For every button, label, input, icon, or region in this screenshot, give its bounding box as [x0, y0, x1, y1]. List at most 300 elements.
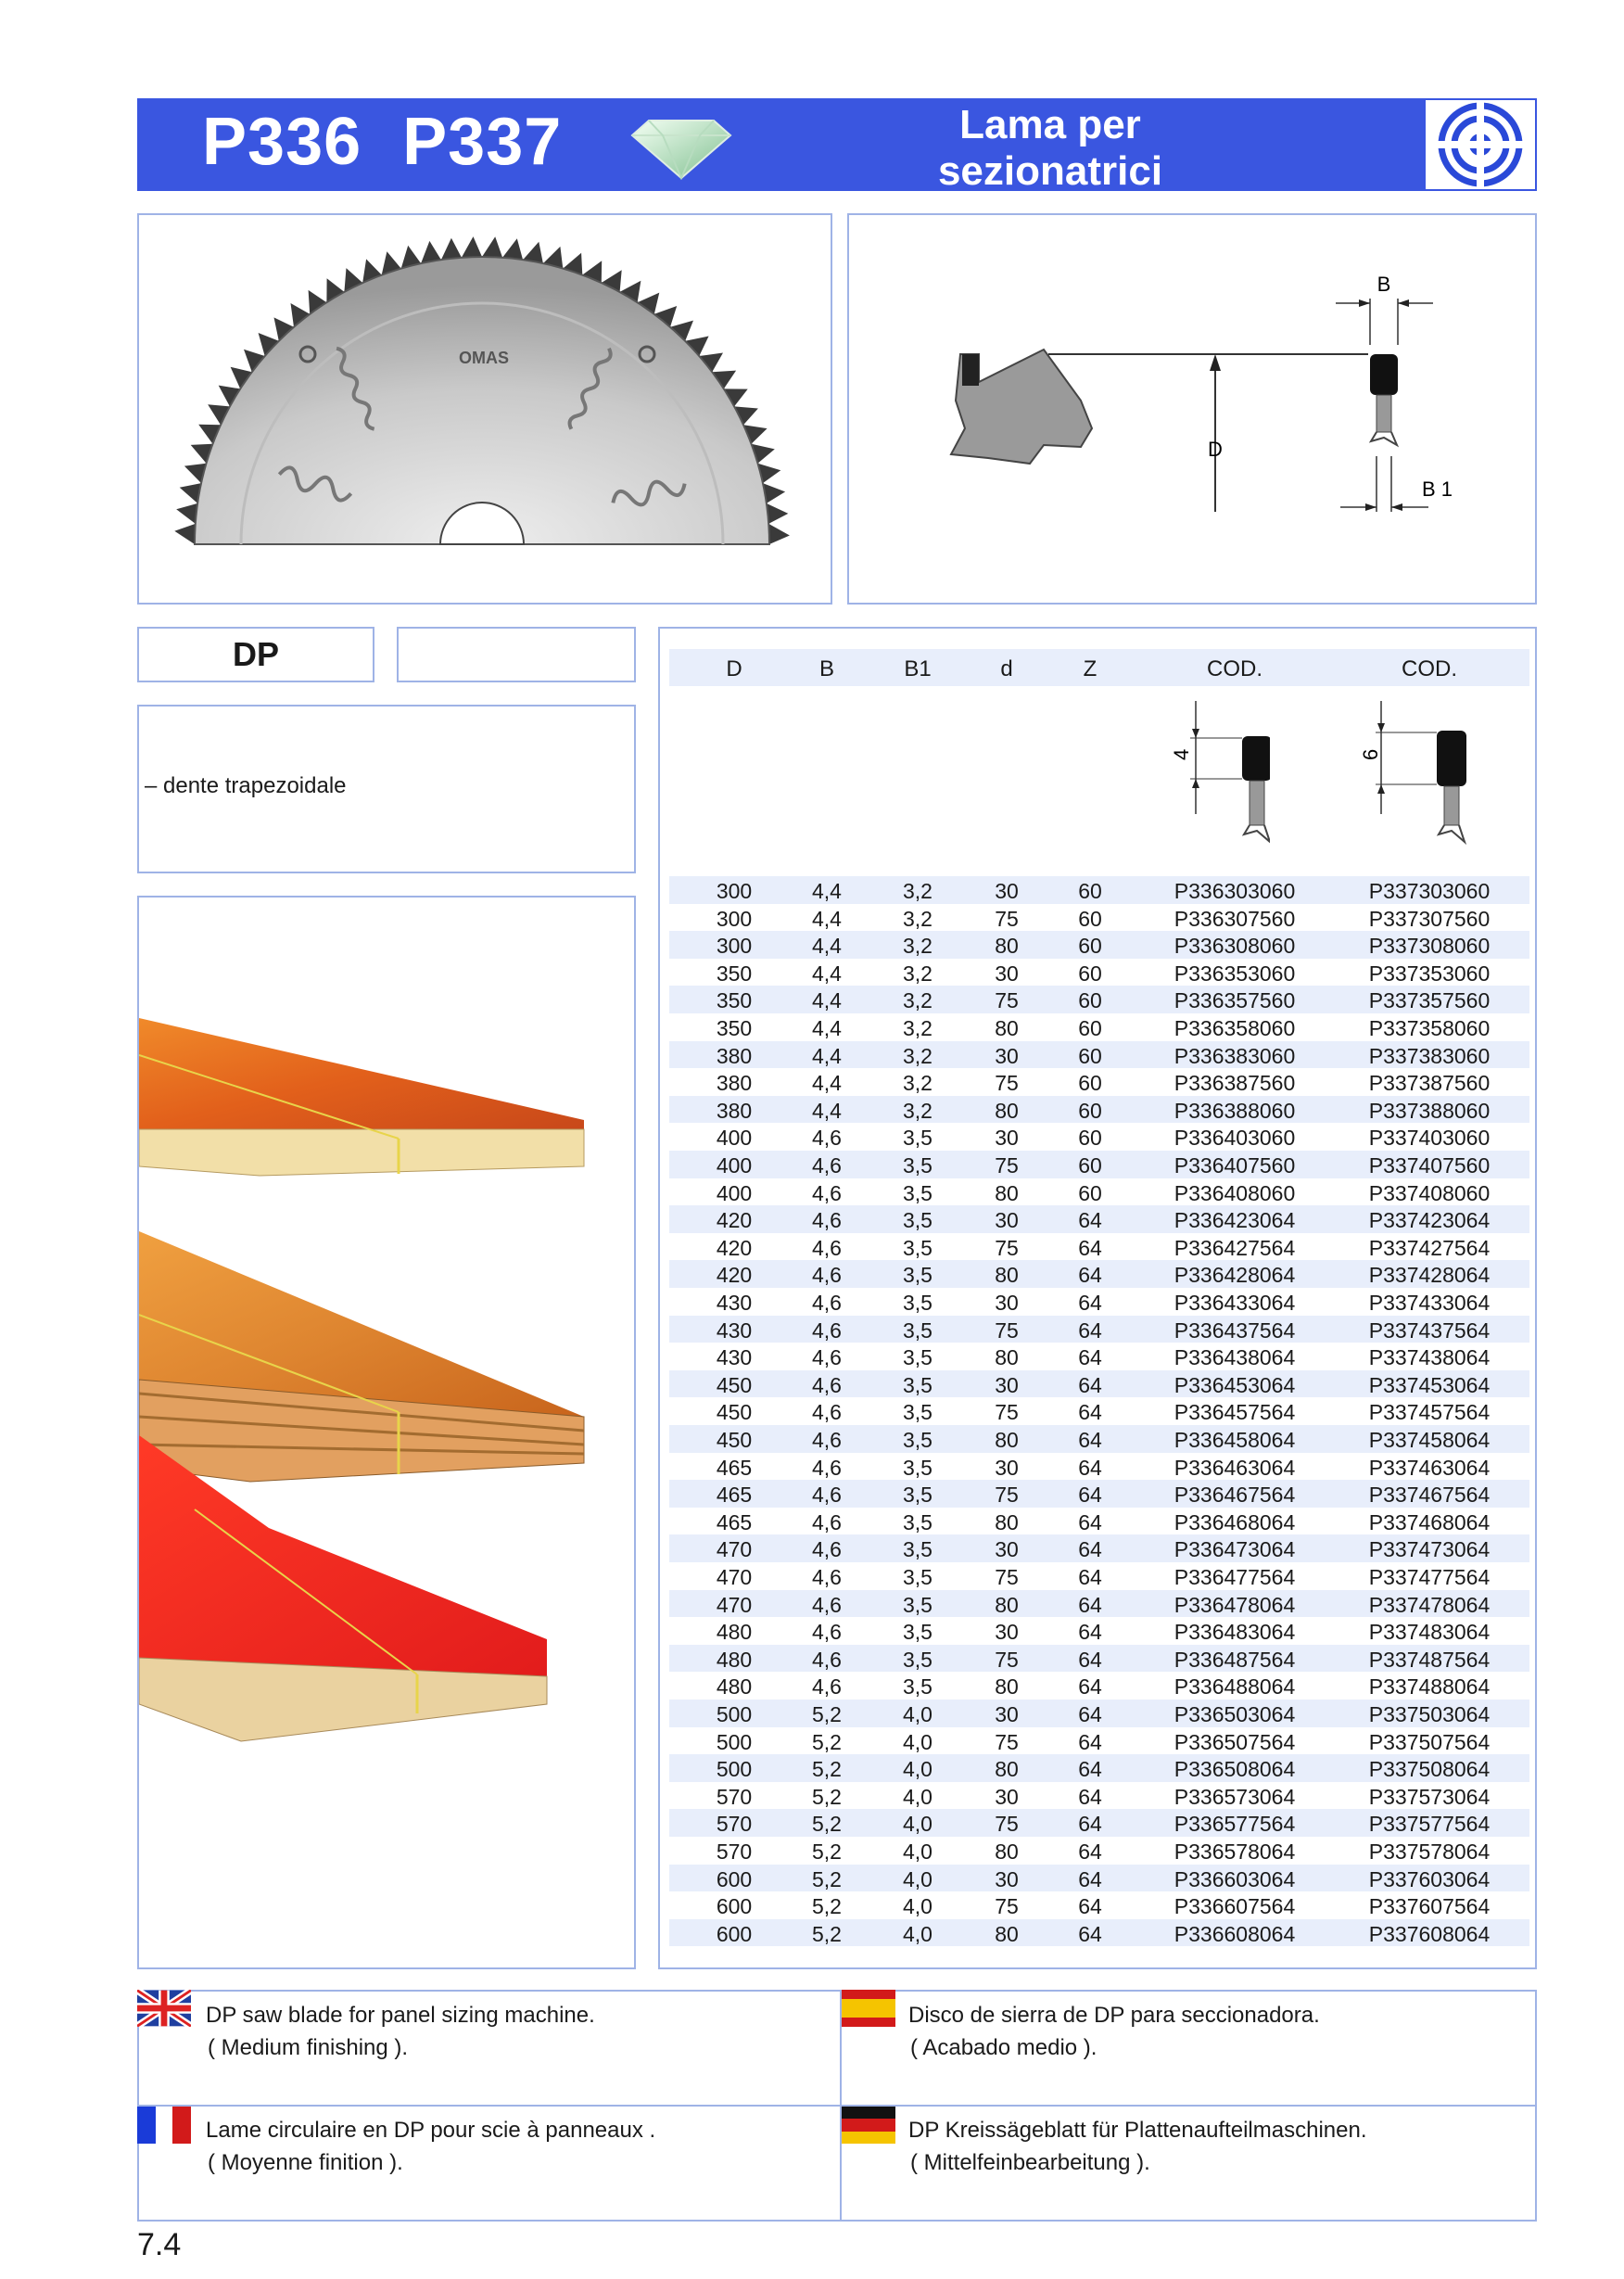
germany-flag-icon	[842, 2107, 895, 2144]
diamond-icon	[630, 113, 732, 180]
description-box	[137, 705, 636, 873]
col-header-d: d	[1000, 656, 1013, 681]
cell-teeth: 60	[1078, 1126, 1102, 1151]
cell-width-B: 4,6	[812, 1291, 842, 1315]
cell-code-p336: P336453064	[1174, 1372, 1296, 1397]
cell-width-B: 4,6	[812, 1126, 842, 1151]
cell-code-p337: P337608064	[1368, 1921, 1491, 1946]
cell-code-p336: P336387560	[1174, 1071, 1296, 1096]
cell-bore: 75	[995, 1812, 1019, 1837]
cell-width-B: 4,6	[812, 1180, 842, 1205]
label-B: B	[1377, 273, 1391, 296]
cell-width-B: 4,6	[812, 1372, 842, 1397]
cell-bore: 30	[995, 961, 1019, 986]
cell-code-p336: P336433064	[1174, 1291, 1296, 1315]
cell-code-p336: P336388060	[1174, 1098, 1296, 1123]
cell-teeth: 64	[1078, 1372, 1102, 1397]
cell-code-p337: P337508064	[1368, 1757, 1491, 1782]
cell-width-B1: 3,5	[903, 1153, 933, 1178]
cell-bore: 30	[995, 1537, 1019, 1562]
cell-width-B: 4,4	[812, 1098, 842, 1123]
cell-teeth: 64	[1078, 1428, 1102, 1452]
cell-diameter: 420	[716, 1235, 753, 1260]
cell-code-p337: P337437564	[1368, 1318, 1491, 1343]
cell-code-p337: P337427564	[1368, 1235, 1491, 1260]
cell-teeth: 64	[1078, 1455, 1102, 1480]
cell-width-B1: 3,2	[903, 906, 933, 931]
cell-teeth: 64	[1078, 1345, 1102, 1370]
translation-de-line2: ( Mittelfeinbearbeitung ).	[910, 2150, 1150, 2175]
cell-bore: 75	[995, 1565, 1019, 1589]
cell-bore: 75	[995, 1729, 1019, 1754]
cell-width-B: 5,2	[812, 1784, 842, 1809]
cell-bore: 30	[995, 879, 1019, 903]
cell-teeth: 60	[1078, 988, 1102, 1013]
cell-diameter: 420	[716, 1263, 753, 1288]
cell-code-p337: P337408060	[1368, 1180, 1491, 1205]
cell-diameter: 400	[716, 1153, 753, 1178]
table-row	[669, 1013, 1529, 1041]
cell-code-p336: P336457564	[1174, 1400, 1296, 1425]
cell-diameter: 465	[716, 1509, 753, 1534]
cell-diameter: 570	[716, 1840, 753, 1864]
cell-width-B: 4,6	[812, 1208, 842, 1233]
cell-bore: 80	[995, 1674, 1019, 1700]
cell-code-p337: P337403060	[1368, 1126, 1491, 1151]
cell-code-p337: P337358060	[1368, 1016, 1491, 1040]
cell-code-p337: P337357560	[1368, 988, 1491, 1013]
cell-bore: 75	[995, 1647, 1019, 1672]
cell-width-B1: 3,5	[903, 1208, 933, 1233]
cell-code-p336: P336458064	[1174, 1428, 1296, 1452]
table-row	[669, 1233, 1529, 1261]
cell-width-B1: 3,5	[903, 1318, 933, 1343]
cell-width-B: 4,6	[812, 1428, 842, 1452]
cell-teeth: 64	[1078, 1866, 1102, 1891]
cell-code-p337: P337603064	[1368, 1866, 1491, 1891]
table-row	[669, 1700, 1529, 1727]
table-row	[669, 1453, 1529, 1481]
product-codes	[202, 104, 603, 180]
col-header-cod-p337: COD.	[1402, 656, 1457, 681]
translation-es	[908, 1999, 1320, 2064]
cell-width-B: 5,2	[812, 1757, 842, 1782]
table-row	[669, 986, 1529, 1013]
cell-width-B1: 3,5	[903, 1565, 933, 1589]
cell-width-B1: 3,5	[903, 1674, 933, 1700]
cell-bore: 80	[995, 1180, 1019, 1205]
table-row	[669, 1891, 1529, 1919]
description-text: – dente trapezoidale	[145, 773, 347, 798]
cell-width-B: 4,6	[812, 1509, 842, 1534]
cell-teeth: 64	[1078, 1921, 1102, 1946]
cell-width-B1: 3,5	[903, 1263, 933, 1288]
cell-bore: 30	[995, 1372, 1019, 1397]
cell-width-B: 4,6	[812, 1345, 842, 1370]
cell-code-p336: P336353060	[1174, 961, 1296, 986]
cell-diameter: 300	[716, 906, 753, 931]
translation-en-line1: DP saw blade for panel sizing machine.	[206, 2003, 595, 2028]
cell-teeth: 60	[1078, 961, 1102, 986]
label-D: D	[1208, 438, 1223, 461]
panel-boards-illustration	[139, 898, 634, 1967]
cell-code-p336: P336507564	[1174, 1729, 1296, 1754]
cell-code-p336: P336407560	[1174, 1153, 1296, 1178]
cell-teeth: 60	[1078, 1098, 1102, 1123]
cell-code-p337: P337578064	[1368, 1840, 1491, 1864]
table-row	[669, 931, 1529, 959]
cell-width-B1: 3,5	[903, 1483, 933, 1508]
cell-diameter: 600	[716, 1894, 753, 1919]
cell-code-p336: P336577564	[1174, 1812, 1296, 1837]
cell-code-p337: P337383060	[1368, 1043, 1491, 1068]
spain-flag-icon	[842, 1990, 895, 2027]
cell-width-B: 4,6	[812, 1263, 842, 1288]
cell-width-B1: 3,2	[903, 1098, 933, 1123]
cell-width-B1: 4,0	[903, 1812, 933, 1837]
cell-code-p336: P336437564	[1174, 1318, 1296, 1343]
cell-diameter: 470	[716, 1592, 753, 1617]
translation-de	[908, 2114, 1367, 2179]
product-code-2: P337	[402, 105, 563, 179]
cell-code-p336: P336403060	[1174, 1126, 1296, 1151]
brand-logo	[1426, 100, 1535, 189]
tooth-profile-diagram	[849, 215, 1535, 603]
cell-width-B: 4,6	[812, 1235, 842, 1260]
cell-diameter: 465	[716, 1483, 753, 1508]
table-row	[669, 1480, 1529, 1508]
cell-bore: 30	[995, 1126, 1019, 1151]
table-row	[669, 1645, 1529, 1673]
cell-bore: 75	[995, 988, 1019, 1013]
cell-teeth: 64	[1078, 1894, 1102, 1919]
cell-teeth: 60	[1078, 1016, 1102, 1040]
cell-bore: 75	[995, 1071, 1019, 1096]
cell-width-B1: 3,2	[903, 1071, 933, 1096]
cell-width-B: 4,6	[812, 1400, 842, 1425]
cell-bore: 30	[995, 1043, 1019, 1068]
cell-code-p336: P336428064	[1174, 1263, 1296, 1288]
cell-diameter: 430	[716, 1318, 753, 1343]
cell-code-p337: P337438064	[1368, 1345, 1491, 1370]
cell-width-B1: 3,5	[903, 1455, 933, 1480]
cell-code-p337: P337507564	[1368, 1729, 1491, 1754]
cell-width-B: 4,6	[812, 1674, 842, 1700]
cell-width-B1: 3,2	[903, 1043, 933, 1068]
table-row	[669, 1562, 1529, 1590]
cell-width-B1: 3,5	[903, 1647, 933, 1672]
cell-code-p337: P337423064	[1368, 1208, 1491, 1233]
cell-teeth: 64	[1078, 1620, 1102, 1645]
table-row	[669, 1534, 1529, 1562]
france-flag-icon	[137, 2107, 191, 2144]
cell-width-B: 4,6	[812, 1647, 842, 1672]
cell-width-B1: 4,0	[903, 1757, 933, 1782]
cell-teeth: 64	[1078, 1565, 1102, 1589]
cell-code-p337: P337467564	[1368, 1483, 1491, 1508]
cell-bore: 80	[995, 1757, 1019, 1782]
cell-diameter: 300	[716, 934, 753, 959]
cell-width-B: 5,2	[812, 1729, 842, 1754]
uk-flag-icon	[137, 1990, 191, 2027]
cell-code-p337: P337388060	[1368, 1098, 1491, 1123]
cell-width-B1: 3,2	[903, 1016, 933, 1040]
cell-code-p337: P337477564	[1368, 1565, 1491, 1589]
cell-teeth: 64	[1078, 1509, 1102, 1534]
cell-diameter: 480	[716, 1674, 753, 1700]
cell-code-p336: P336478064	[1174, 1592, 1296, 1617]
cell-code-p336: P336408060	[1174, 1180, 1296, 1205]
cell-code-p336: P336603064	[1174, 1866, 1296, 1891]
cell-diameter: 480	[716, 1620, 753, 1645]
cell-width-B: 4,4	[812, 906, 842, 931]
cell-code-p336: P336607564	[1174, 1894, 1296, 1919]
cell-bore: 30	[995, 1866, 1019, 1891]
cell-width-B1: 3,5	[903, 1126, 933, 1151]
table-row	[669, 1617, 1529, 1645]
cell-code-p336: P336383060	[1174, 1043, 1296, 1068]
cell-code-p336: P336308060	[1174, 934, 1296, 959]
cell-width-B: 4,4	[812, 961, 842, 986]
cell-code-p336: P336483064	[1174, 1620, 1296, 1645]
cell-code-p337: P337353060	[1368, 961, 1491, 986]
cell-width-B1: 3,5	[903, 1620, 933, 1645]
cell-teeth: 64	[1078, 1757, 1102, 1782]
cell-code-p336: P336473064	[1174, 1537, 1296, 1562]
cell-bore: 30	[995, 1208, 1019, 1233]
translation-es-line1: Disco de sierra de DP para seccionadora.	[908, 2003, 1320, 2028]
cell-diameter: 500	[716, 1757, 753, 1782]
cell-teeth: 60	[1078, 1180, 1102, 1205]
cell-width-B: 4,6	[812, 1565, 842, 1589]
header-title-line1: Lama per sezionatrici	[937, 102, 1163, 194]
cell-teeth: 64	[1078, 1291, 1102, 1315]
col-header-Z: Z	[1083, 656, 1097, 681]
cell-diameter: 500	[716, 1729, 753, 1754]
header-bar	[137, 98, 1537, 194]
cell-bore: 30	[995, 1702, 1019, 1726]
cell-code-p337: P337468064	[1368, 1509, 1491, 1534]
cell-diameter: 450	[716, 1400, 753, 1425]
table-row	[669, 1865, 1529, 1892]
translation-de-line1: DP Kreissägeblatt für Plattenaufteilmaschinen.	[908, 2118, 1367, 2143]
cell-teeth: 64	[1078, 1208, 1102, 1233]
cell-width-B: 5,2	[812, 1840, 842, 1864]
cell-teeth: 64	[1078, 1647, 1102, 1672]
table-row	[669, 1151, 1529, 1178]
cell-diameter: 450	[716, 1372, 753, 1397]
cell-teeth: 60	[1078, 1043, 1102, 1068]
cell-code-p337: P337473064	[1368, 1537, 1491, 1562]
profile-dim-4: 4	[1170, 748, 1193, 760]
cell-code-p337: P337387560	[1368, 1071, 1491, 1096]
cell-width-B: 4,6	[812, 1592, 842, 1617]
type-label: DP	[137, 627, 374, 682]
blade-brand-text: OMAS	[459, 349, 509, 367]
cell-bore: 75	[995, 1235, 1019, 1260]
col-header-cod-p336: COD.	[1207, 656, 1262, 681]
cell-width-B: 4,4	[812, 879, 842, 903]
cell-code-p337: P337433064	[1368, 1291, 1491, 1315]
table-row	[669, 1837, 1529, 1865]
cell-width-B: 5,2	[812, 1702, 842, 1726]
table-row	[669, 1782, 1529, 1810]
cell-bore: 80	[995, 1016, 1019, 1040]
translation-fr-line1: Lame circulaire en DP pour scie à panneaux .	[206, 2118, 656, 2143]
table-row	[669, 1041, 1529, 1069]
page-number: 7.4	[137, 2227, 182, 2262]
saw-blade-illustration	[139, 215, 831, 603]
cell-bore: 80	[995, 1098, 1019, 1123]
cell-bore: 80	[995, 1263, 1019, 1288]
cell-width-B1: 4,0	[903, 1840, 933, 1864]
translation-en-line2: ( Medium finishing ).	[208, 2035, 409, 2060]
cell-width-B: 5,2	[812, 1866, 842, 1891]
cell-bore: 30	[995, 1784, 1019, 1809]
cell-bore: 80	[995, 1921, 1019, 1946]
cell-width-B: 4,6	[812, 1153, 842, 1178]
cell-teeth: 60	[1078, 1153, 1102, 1178]
cell-bore: 75	[995, 1318, 1019, 1343]
table-row	[669, 1316, 1529, 1343]
translations-horizontal-divider	[137, 2105, 1537, 2107]
cell-code-p337: P337488064	[1368, 1674, 1491, 1700]
cell-code-p336: P336487564	[1174, 1647, 1296, 1672]
cell-code-p337: P337478064	[1368, 1592, 1491, 1617]
cell-width-B1: 4,0	[903, 1921, 933, 1946]
cell-width-B1: 4,0	[903, 1866, 933, 1891]
col-header-B1: B1	[904, 656, 932, 681]
cell-diameter: 420	[716, 1208, 753, 1233]
table-row	[669, 1809, 1529, 1837]
table-row	[669, 1590, 1529, 1618]
cell-width-B1: 3,5	[903, 1509, 933, 1534]
cell-width-B: 4,6	[812, 1483, 842, 1508]
cell-teeth: 64	[1078, 1483, 1102, 1508]
cell-width-B: 5,2	[812, 1921, 842, 1946]
cell-bore: 80	[995, 1428, 1019, 1452]
table-row	[669, 1096, 1529, 1124]
cell-code-p337: P337573064	[1368, 1784, 1491, 1809]
cell-bore: 80	[995, 1840, 1019, 1864]
cell-code-p337: P337503064	[1368, 1702, 1491, 1726]
cell-code-p337: P337308060	[1368, 934, 1491, 959]
table-row	[669, 1425, 1529, 1453]
cell-teeth: 60	[1078, 934, 1102, 959]
cell-code-p337: P337303060	[1368, 879, 1491, 903]
cell-bore: 80	[995, 934, 1019, 959]
cell-code-p336: P336508064	[1174, 1757, 1296, 1782]
cell-code-p337: P337457564	[1368, 1400, 1491, 1425]
cell-teeth: 60	[1078, 906, 1102, 931]
table-row	[669, 1370, 1529, 1398]
table-row	[669, 1508, 1529, 1535]
cell-width-B: 4,6	[812, 1455, 842, 1480]
cell-bore: 75	[995, 1483, 1019, 1508]
cell-teeth: 64	[1078, 1400, 1102, 1425]
cell-bore: 80	[995, 1345, 1019, 1370]
tooth-profile-p336-icon	[1149, 694, 1270, 851]
cell-width-B: 4,4	[812, 1043, 842, 1068]
table-row	[669, 1260, 1529, 1288]
cell-width-B: 4,6	[812, 1318, 842, 1343]
cell-bore: 75	[995, 1153, 1019, 1178]
table-row	[669, 1343, 1529, 1370]
cell-code-p337: P337458064	[1368, 1428, 1491, 1452]
cell-width-B: 4,4	[812, 1016, 842, 1040]
cell-code-p336: P336573064	[1174, 1784, 1296, 1809]
cell-diameter: 350	[716, 961, 753, 986]
cell-code-p337: P337483064	[1368, 1620, 1491, 1645]
cell-width-B: 4,4	[812, 988, 842, 1013]
cell-code-p337: P337453064	[1368, 1372, 1491, 1397]
table-header	[669, 649, 1529, 686]
table-row	[669, 1727, 1529, 1755]
col-header-B: B	[818, 656, 834, 681]
translation-fr	[206, 2114, 655, 2179]
cell-teeth: 64	[1078, 1812, 1102, 1837]
cell-diameter: 380	[716, 1043, 753, 1068]
table-row	[669, 1205, 1529, 1233]
profile-dim-6: 6	[1359, 748, 1382, 760]
cell-diameter: 350	[716, 1016, 753, 1040]
tooth-diagram-box	[847, 213, 1537, 605]
cell-teeth: 60	[1078, 879, 1102, 903]
cell-code-p336: P336357560	[1174, 988, 1296, 1013]
cell-code-p336: P336307560	[1174, 906, 1296, 931]
cell-diameter: 380	[716, 1071, 753, 1096]
cell-bore: 30	[995, 1291, 1019, 1315]
cell-diameter: 300	[716, 879, 753, 903]
cell-teeth: 64	[1078, 1840, 1102, 1864]
cell-bore: 75	[995, 1400, 1019, 1425]
table-row	[669, 876, 1529, 904]
saw-blade-image-box	[137, 213, 832, 605]
translation-fr-line2: ( Moyenne finition ).	[208, 2150, 403, 2175]
cell-diameter: 600	[716, 1921, 753, 1946]
cell-bore: 75	[995, 1894, 1019, 1919]
cell-width-B1: 4,0	[903, 1729, 933, 1754]
cell-diameter: 400	[716, 1126, 753, 1151]
cell-teeth: 64	[1078, 1235, 1102, 1260]
cell-width-B1: 3,2	[903, 961, 933, 986]
cell-code-p337: P337307560	[1368, 906, 1491, 931]
col-header-D: D	[726, 656, 742, 681]
cell-width-B: 4,4	[812, 934, 842, 959]
cell-diameter: 380	[716, 1098, 753, 1123]
cell-width-B1: 4,0	[903, 1784, 933, 1809]
cell-width-B: 5,2	[812, 1894, 842, 1919]
cell-teeth: 64	[1078, 1263, 1102, 1288]
cell-width-B1: 3,5	[903, 1180, 933, 1205]
cell-bore: 75	[995, 906, 1019, 931]
cell-teeth: 64	[1078, 1674, 1102, 1700]
cell-width-B1: 3,5	[903, 1291, 933, 1315]
cell-width-B1: 3,2	[903, 934, 933, 959]
tooth-profile-p337-icon	[1344, 694, 1483, 851]
table-row	[669, 1672, 1529, 1700]
cell-width-B1: 4,0	[903, 1894, 933, 1919]
cell-diameter: 465	[716, 1455, 753, 1480]
cell-width-B: 4,6	[812, 1620, 842, 1645]
cell-code-p336: P336468064	[1174, 1509, 1296, 1534]
cell-diameter: 500	[716, 1702, 753, 1726]
cell-width-B1: 3,5	[903, 1235, 933, 1260]
cell-code-p336: P336477564	[1174, 1565, 1296, 1589]
panels-image-box	[137, 896, 636, 1969]
cell-width-B: 5,2	[812, 1812, 842, 1837]
cell-diameter: 470	[716, 1565, 753, 1589]
